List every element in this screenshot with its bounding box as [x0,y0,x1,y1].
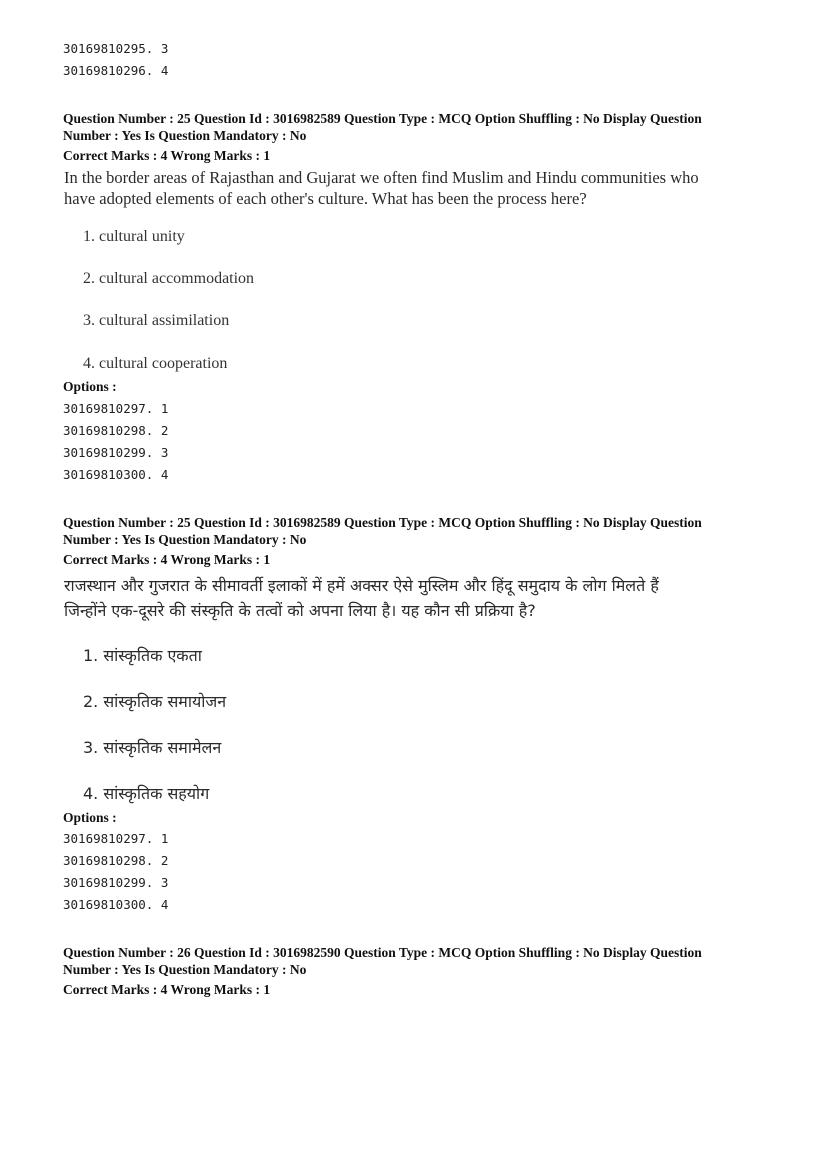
question-meta-line: Number : Yes Is Question Mandatory : No [63,962,307,977]
question-text-line: जिन्होंने एक-दूसरे की संस्कृति के तत्वों को अपना लिया है। यह कौन सी प्रक्रिया है? [64,601,536,620]
answer-choice: 4. cultural cooperation [83,355,228,372]
question-meta-line: Number : Yes Is Question Mandatory : No [63,128,307,143]
option-id-line: 30169810297. 1 [63,831,169,846]
option-id-line: 30169810297. 1 [63,401,169,416]
question-marks: Correct Marks : 4 Wrong Marks : 1 [63,982,271,997]
option-id-line: 30169810299. 3 [63,875,169,890]
prev-option-line: 30169810295. 3 [63,41,169,56]
answer-choice: 2. सांस्कृतिक समायोजन [83,692,227,711]
option-id-line: 30169810298. 2 [63,853,169,868]
question-meta-line: Question Number : 26 Question Id : 3016982590 Question Type : MCQ Option Shuffling : No Display Question [63,945,702,960]
answer-choice: 1. cultural unity [83,228,185,245]
options-label: Options : [63,379,117,394]
answer-choice: 3. सांस्कृतिक समामेलन [83,738,222,757]
question-meta-line: Question Number : 25 Question Id : 3016982589 Question Type : MCQ Option Shuffling : No Display Question [63,111,702,126]
prev-option-line: 30169810296. 4 [63,63,169,78]
question-meta-line: Number : Yes Is Question Mandatory : No [63,532,307,547]
answer-choice: 1. सांस्कृतिक एकता [83,646,202,665]
answer-choice: 2. cultural accommodation [83,270,255,287]
question-marks: Correct Marks : 4 Wrong Marks : 1 [63,148,271,163]
question-text-line: राजस्थान और गुजरात के सीमावर्ती इलाकों में हमें अक्सर ऐसे मुस्लिम और हिंदू समुदाय के लोग मिलते हैं [64,576,659,595]
question-meta-line: Question Number : 25 Question Id : 3016982589 Question Type : MCQ Option Shuffling : No Display Question [63,515,702,530]
option-id-line: 30169810299. 3 [63,445,169,460]
question-marks: Correct Marks : 4 Wrong Marks : 1 [63,552,271,567]
option-id-line: 30169810300. 4 [63,467,169,482]
options-label: Options : [63,810,117,825]
option-id-line: 30169810300. 4 [63,897,169,912]
answer-choice: 3. cultural assimilation [83,312,230,329]
answer-choice: 4. सांस्कृतिक सहयोग [83,784,210,803]
option-id-line: 30169810298. 2 [63,423,169,438]
question-text-line: In the border areas of Rajasthan and Gujarat we often find Muslim and Hindu communities who [64,168,699,187]
question-text-line: have adopted elements of each other's culture. What has been the process here? [64,189,587,208]
